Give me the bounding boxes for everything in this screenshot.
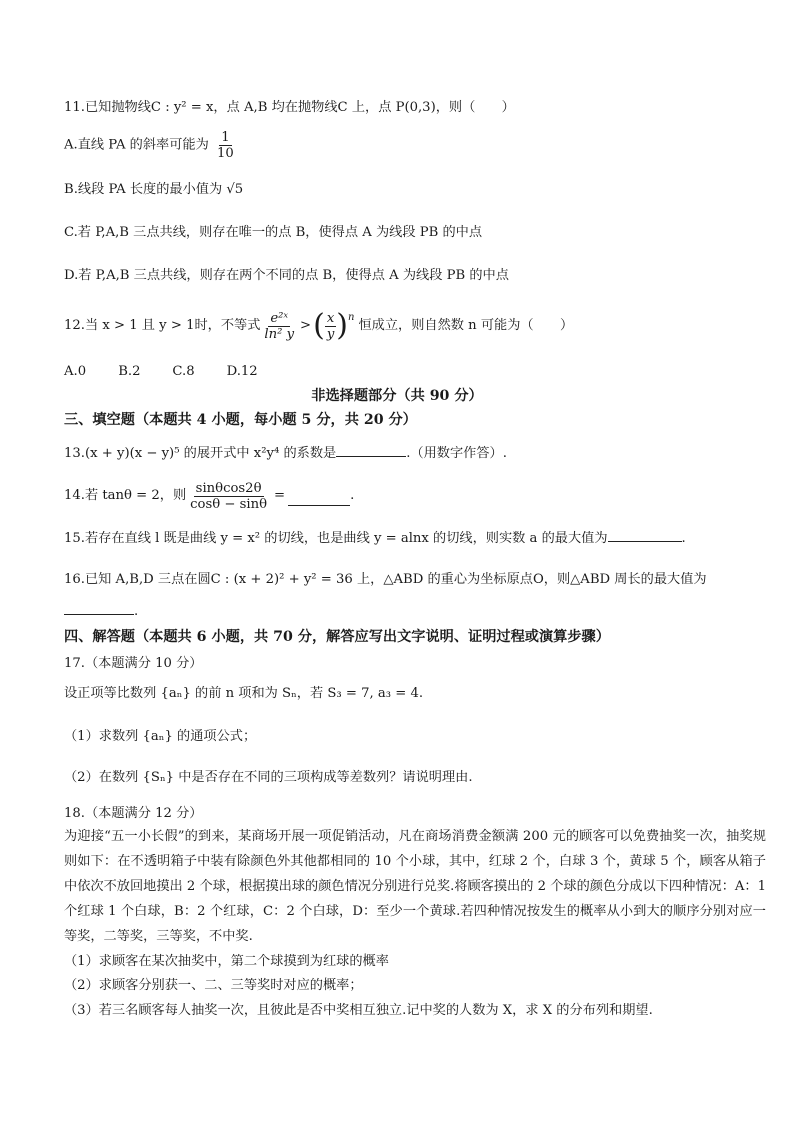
q16-line1: 16.已知 A,B,D 三点在圆C : (x + 2)² + y² = 36 上，△ABD 的重心为坐标原点O，则△ABD 周长的最大值为 xyxy=(64,572,707,587)
q11-option-a-fraction xyxy=(215,130,236,161)
answer-blank xyxy=(608,528,682,542)
left-paren: ( xyxy=(313,308,325,343)
q16-text-post: . xyxy=(134,604,139,619)
q15 xyxy=(64,528,754,549)
q18-stem: 为迎接“五一小长假”的到来，某商场开展一项促销活动，凡在商场消费金额满 200 元的顾客可以免费抽奖一次，抽奖规则如下：在不透明箱子中装有除颜色外其他都相同的 10 个小球，其中，红球 2 个，白球 3 个，黄球 5 个，顾客从箱子中依次不放回地摸出 2 个球，根据摸出球的颜色情况分别进行兑奖.将顾客摸出的 2 个球的颜色分成以下四种情况：A：1 个红球 1 个白球，B：2 个红球，C：2 个白球，D：至少一个黄球.若四种情况按发生的概率从小到大的顺序分别对应一等奖，二等奖，三等奖，不中奖. xyxy=(64,829,766,944)
equals-sign: = xyxy=(274,488,286,503)
greater-than-sign: > xyxy=(300,318,312,333)
q11-option-a-text: A.直线 PA 的斜率可能为 xyxy=(64,137,209,153)
fraction-denominator: 10 xyxy=(217,146,234,161)
section3-title: 三、填空题（本题共 4 小题，每小题 5 分，共 20 分） xyxy=(64,412,417,428)
section4-title: 四、解答题（本题共 6 小题，共 70 分，解答应写出文字说明、证明过程或演算步骤） xyxy=(64,629,610,645)
right-paren: ) xyxy=(336,308,348,343)
q15-text: 15.若存在直线 l 既是曲线 y = x² 的切线，也是曲线 y = alnx 的切线，则实数 a 的最大值为 xyxy=(64,531,608,546)
exponent: n xyxy=(348,312,355,323)
fraction-denominator: cosθ − sinθ xyxy=(190,496,268,512)
q18-part1: （1）求顾客在某次抽奖中，第二个球摸到为红球的概率 xyxy=(64,954,389,969)
q12-choice-b: B.2 xyxy=(118,364,141,379)
fraction-denominator: y xyxy=(326,326,335,342)
q13-text-post: .（用数字作答）. xyxy=(406,446,507,461)
q12-fraction xyxy=(262,311,296,342)
q13 xyxy=(64,443,754,464)
q17-score: 17.（本题满分 10 分） xyxy=(64,656,203,671)
q17-stem: 设正项等比数列 {aₙ} 的前 n 项和为 Sₙ，若 S₃ = 7, a₃ = 4. xyxy=(64,686,424,701)
q12-choice-a: A.0 xyxy=(64,364,87,379)
q15-text-post: . xyxy=(681,531,686,546)
part2-title: 非选择题部分（共 90 分） xyxy=(311,388,483,404)
q14 xyxy=(64,474,754,518)
q18-part2: （2）求顾客分别获一、二、三等奖时对应的概率； xyxy=(64,978,363,993)
q12-stem-pre: 12.当 x > 1 且 y > 1时，不等式 xyxy=(64,318,261,333)
q14-text: 14.若 tanθ = 2，则 xyxy=(64,488,187,503)
fraction-numerator: 1 xyxy=(221,130,230,145)
q16-line2 xyxy=(64,601,754,622)
fraction-denominator: ln² y xyxy=(264,326,295,342)
answer-blank xyxy=(336,443,406,457)
q17-part2: （2）在数列 {Sₙ} 中是否存在不同的三项构成等差数列？请说明理由. xyxy=(64,770,473,785)
fraction-numerator: sinθcos2θ xyxy=(195,480,262,496)
q11-stem: 11.已知抛物线C : y² = x，点 A,B 均在抛物线C 上，点 P(0,3)，则（ ） xyxy=(64,100,515,115)
q14-text-post: . xyxy=(350,488,355,503)
q13-text: 13.(x + y)(x − y)⁵ 的展开式中 x²y⁴ 的系数是 xyxy=(64,446,337,461)
q11-option-b: B.线段 PA 长度的最小值为 √5 xyxy=(64,182,244,197)
fraction-numerator: x xyxy=(326,310,335,326)
q17-part1: （1）求数列 {aₙ} 的通项公式； xyxy=(64,729,257,744)
fraction-numerator: e²ˣ xyxy=(270,310,289,326)
q12-stem-post: 恒成立，则自然数 n 可能为（ ） xyxy=(358,318,574,333)
answer-blank xyxy=(288,492,350,506)
q14-fraction xyxy=(188,481,269,512)
q12-choice-d: D.12 xyxy=(226,364,258,379)
q12-choice-c: C.8 xyxy=(172,364,195,379)
answer-blank xyxy=(64,601,134,615)
q12-paren-fraction xyxy=(325,311,336,342)
q18-score: 18.（本题满分 12 分） xyxy=(64,806,203,821)
q18-part3: （3）若三名顾客每人抽奖一次，且彼此是否中奖相互独立.记中奖的人数为 X，求 X 的分布列和期望. xyxy=(64,1003,653,1018)
q11-option-d: D.若 P,A,B 三点共线，则存在两个不同的点 B，使得点 A 为线段 PB 的中点 xyxy=(64,268,509,283)
q11-option-a xyxy=(64,130,754,170)
q12-choices xyxy=(64,362,754,382)
q12-stem xyxy=(64,304,754,348)
q11-option-c: C.若 P,A,B 三点共线，则存在唯一的点 B，使得点 A 为线段 PB 的中点 xyxy=(64,225,483,240)
